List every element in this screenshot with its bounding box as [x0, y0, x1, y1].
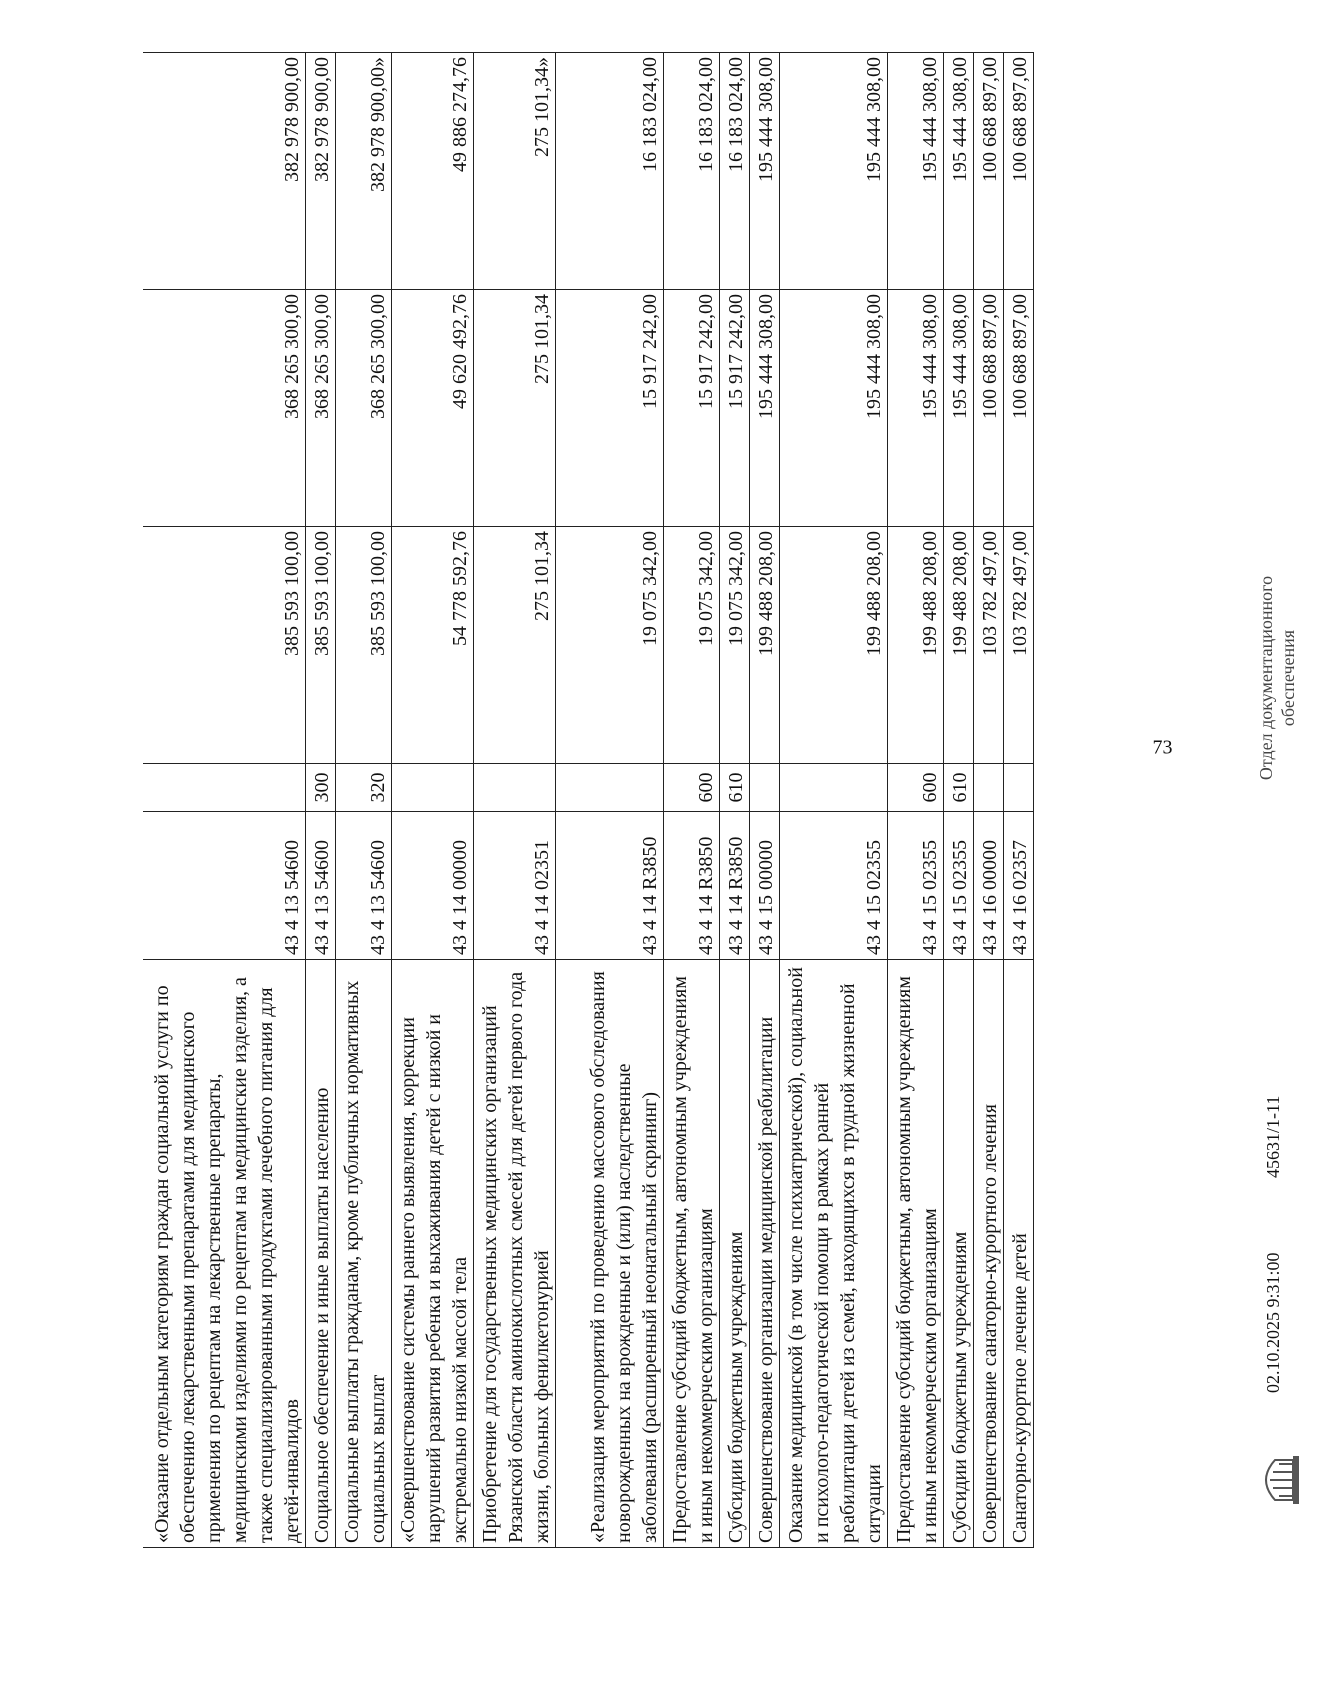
row-name: Санаторно-курортное лечение детей [1003, 960, 1033, 1548]
row-name: Социальные выплаты гражданам, кроме публичных нормативных социальных выплат [335, 960, 391, 1548]
row-name: Предоставление субсидий бюджетным, автономным учреждениям и иным некоммерческим организациям [663, 960, 719, 1548]
document-number: 45631/1-11 [1263, 1095, 1283, 1178]
row-vr [779, 764, 887, 812]
row-code: 43 4 16 00000 [973, 812, 1003, 960]
row-sum-1: 275 101,34 [473, 527, 555, 764]
row-code: 43 4 14 R3850 [555, 812, 663, 960]
row-sum-2: 15 917 242,00 [719, 290, 749, 527]
department-stamp [1255, 548, 1299, 808]
row-name: Оказание медицинской (в том числе психиатрической), социальной и психолого-педагогической помощи в рамках ранней реабилитации детей из семей, находящихся в трудной жизненной ситуации [779, 960, 887, 1548]
row-sum-1: 199 488 208,00 [749, 527, 779, 764]
row-code: 43 4 13 54600 [335, 812, 391, 960]
row-sum-2: 195 444 308,00 [887, 290, 943, 527]
row-sum-2: 368 265 300,00 [335, 290, 391, 527]
table-row [779, 53, 887, 1548]
row-name: Субсидии бюджетным учреждениям [719, 960, 749, 1548]
row-code: 43 4 15 00000 [749, 812, 779, 960]
row-sum-1: 19 075 342,00 [663, 527, 719, 764]
row-vr: 610 [943, 764, 973, 812]
row-vr [555, 764, 663, 812]
row-sum-2: 49 620 492,76 [391, 290, 473, 527]
row-name: «Совершенствование системы раннего выявления, коррекции нарушений развития ребенка и выхаживания детей с низкой и экстремально низкой массой тела [391, 960, 473, 1548]
row-vr: 600 [887, 764, 943, 812]
row-sum-2: 15 917 242,00 [555, 290, 663, 527]
row-code: 43 4 16 02357 [1003, 812, 1033, 960]
row-sum-2: 368 265 300,00 [305, 290, 335, 527]
row-sum-2: 195 444 308,00 [943, 290, 973, 527]
row-sum-1: 54 778 592,76 [391, 527, 473, 764]
row-name: Предоставление субсидий бюджетным, автономным учреждениям и иным некоммерческим организациям [887, 960, 943, 1548]
emblem-logo-icon [1253, 1452, 1303, 1508]
row-code: 43 4 14 R3850 [719, 812, 749, 960]
table-row [719, 53, 749, 1548]
row-code: 43 4 15 02355 [943, 812, 973, 960]
row-sum-1: 19 075 342,00 [719, 527, 749, 764]
row-vr [1003, 764, 1033, 812]
row-sum-2: 100 688 897,00 [973, 290, 1003, 527]
table-row [473, 53, 555, 1548]
row-sum-1: 385 593 100,00 [143, 527, 305, 764]
row-vr: 610 [719, 764, 749, 812]
row-code: 43 4 14 R3850 [663, 812, 719, 960]
table-row [1003, 53, 1033, 1548]
table-row [391, 53, 473, 1548]
stamp-line-1: Отдел документационного [1256, 575, 1276, 781]
row-sum-3: 100 688 897,00 [973, 53, 1003, 290]
row-sum-1: 199 488 208,00 [943, 527, 973, 764]
row-sum-3: 195 444 308,00 [749, 53, 779, 290]
budget-table [143, 52, 1034, 1548]
table-row [305, 53, 335, 1548]
rotated-page [143, 53, 1298, 1548]
table-row [663, 53, 719, 1548]
row-sum-3: 195 444 308,00 [887, 53, 943, 290]
row-name: Приобретение для государственных медицинских организаций Рязанской области аминокислотных смесей для детей первого года жизни, больных фенилкетонурией [473, 960, 555, 1548]
row-sum-2: 195 444 308,00 [749, 290, 779, 527]
row-name: Совершенствование санаторно-курортного лечения [973, 960, 1003, 1548]
row-sum-3: 16 183 024,00 [719, 53, 749, 290]
row-sum-1: 103 782 497,00 [973, 527, 1003, 764]
row-name: Субсидии бюджетным учреждениям [943, 960, 973, 1548]
row-code: 43 4 13 54600 [143, 812, 305, 960]
row-name: «Оказание отдельным категориям граждан социальной услуги по обеспечению лекарственными препаратами для медицинского применения по рецептам на лекарственные препараты, медицинскими изделиями по рецептам на медицинские изделия, а также специализированными продуктами лечебного питания для детей-инвалидов [143, 960, 305, 1548]
row-sum-3: 100 688 897,00 [1003, 53, 1033, 290]
row-name: «Реализация мероприятий по проведению массового обследования новорожденных на врожденные и (или) наследственные заболевания (расширенный неонатальный скрининг) [555, 960, 663, 1548]
row-code: 43 4 15 02355 [779, 812, 887, 960]
row-name: Совершенствование организации медицинской реабилитации [749, 960, 779, 1548]
row-vr [473, 764, 555, 812]
table-row [973, 53, 1003, 1548]
row-vr: 300 [305, 764, 335, 812]
row-sum-1: 199 488 208,00 [887, 527, 943, 764]
row-sum-2: 368 265 300,00 [143, 290, 305, 527]
row-sum-3: 16 183 024,00 [663, 53, 719, 290]
row-vr [143, 764, 305, 812]
row-code: 43 4 14 02351 [473, 812, 555, 960]
row-sum-3: 382 978 900,00» [335, 53, 391, 290]
row-sum-1: 385 593 100,00 [335, 527, 391, 764]
table-row [943, 53, 973, 1548]
table-row [555, 53, 663, 1548]
row-vr: 320 [335, 764, 391, 812]
row-sum-3: 275 101,34» [473, 53, 555, 290]
row-sum-2: 195 444 308,00 [779, 290, 887, 527]
print-date: 02.10.2025 9:31:00 [1263, 1252, 1283, 1393]
row-code: 43 4 13 54600 [305, 812, 335, 960]
row-vr [749, 764, 779, 812]
row-sum-2: 100 688 897,00 [1003, 290, 1033, 527]
page-number: 73 [1152, 736, 1173, 759]
row-sum-1: 199 488 208,00 [779, 527, 887, 764]
table-row [143, 53, 305, 1548]
row-sum-3: 382 978 900,00 [143, 53, 305, 290]
row-vr [973, 764, 1003, 812]
row-sum-1: 385 593 100,00 [305, 527, 335, 764]
row-sum-3: 382 978 900,00 [305, 53, 335, 290]
row-sum-3: 195 444 308,00 [779, 53, 887, 290]
table-row [749, 53, 779, 1548]
row-sum-1: 103 782 497,00 [1003, 527, 1033, 764]
row-vr [391, 764, 473, 812]
table-row [887, 53, 943, 1548]
row-sum-3: 49 886 274,76 [391, 53, 473, 290]
row-sum-3: 16 183 024,00 [555, 53, 663, 290]
row-code: 43 4 14 00000 [391, 812, 473, 960]
row-vr: 600 [663, 764, 719, 812]
row-sum-3: 195 444 308,00 [943, 53, 973, 290]
row-sum-1: 19 075 342,00 [555, 527, 663, 764]
row-sum-2: 15 917 242,00 [663, 290, 719, 527]
table-row [335, 53, 391, 1548]
row-code: 43 4 15 02355 [887, 812, 943, 960]
stamp-line-2: обеспечения [1278, 629, 1298, 727]
row-name: Социальное обеспечение и иные выплаты населению [305, 960, 335, 1548]
page-footer [1253, 308, 1323, 1508]
row-sum-2: 275 101,34 [473, 290, 555, 527]
